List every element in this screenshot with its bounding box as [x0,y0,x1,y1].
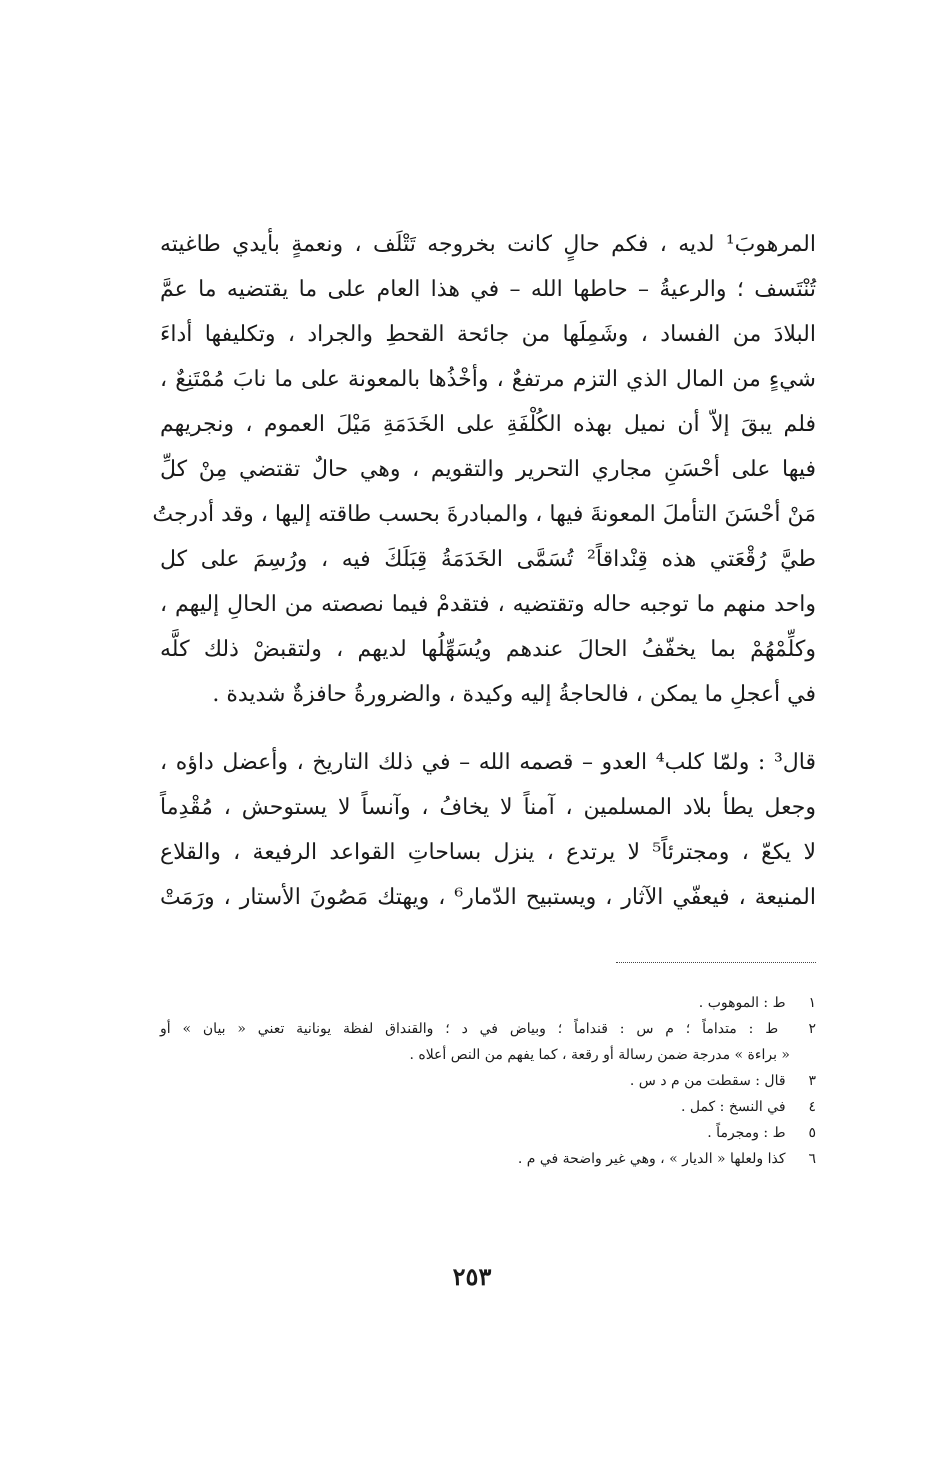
footnote-continuation [160,1042,816,1068]
text-line: المرهوبَ¹ لديه ، فكم حالٍ كانت بخروجه تَتْلَف ، ونعمةٍ بأيدي طاغيته [160,232,816,257]
page-number: ٢٥٣ [452,1262,492,1291]
text-line: المنيعة ، فيعفّي الآثار ، ويستبيح الدّمار⁶ ، ويهتك مَصُونَ الأستار ، ورَمَتْ [160,885,816,910]
footnote-item [160,990,816,1016]
footnote-item [160,1146,816,1172]
footnote-text: « براءة » مدرجة ضمن رسالة أو رقعة ، كما يفهم من النص أعلاه . [409,1047,790,1063]
text-line: واحد منهم ما توجبه حاله وتقتضيه ، فتقدمْ فيما نصصته من الحالِ إليهم ، [160,592,816,617]
text-line: فيها على أحْسَنِ مجاري التحرير والتقويم ، وهي حالٌ تقتضي مِنْ كلِّ [160,457,816,482]
footnote-text: ط : الموهوب . [698,995,786,1011]
footnote-number: ٣ [808,1073,816,1089]
footnote-number: ٥ [808,1125,816,1141]
text-line: لا يكعّ ، ومجترئاً⁵ لا يرتدع ، ينزل بساحاتِ القواعد الرفيعة ، والقلاع [160,840,816,865]
footnote-number: ١ [808,995,816,1011]
footnote-text: ط : متداماً ؛ م س : قنداماً ؛ وبياض في د ؛ والقنداق لفظة يونانية تعني « بيان » أو [160,1021,779,1037]
footnote-item [160,1120,816,1146]
footnote-separator [616,962,816,963]
footnote-item [160,1094,816,1120]
footnote-text: كذا ولعلها « الديار » ، وهي غير واضحة في م . [517,1151,786,1167]
footnote-text: قال : سقطت من م د س . [629,1073,786,1089]
text-line: مَنْ أحْسَنَ التأملَ المعونةَ فيها ، والمبادرةَ بحسب طاقته إليها ، وقد أدرجتُ [152,502,816,527]
footnote-text: ط : ومجرماً . [707,1125,786,1141]
main-text [152,222,817,920]
text-line: وكلِّمْهُمْ بما يخفّفُ الحالَ عندهم ويُسَهِّلُها لديهم ، ولتقبضْ ذلك كلَّه [160,637,816,662]
paragraph-gap [160,717,816,740]
text-line: شيءٍ من المال الذي التزم مرتفعٌ ، وأخْذُها بالمعونة على ما نابَ مُمْتَنِعٌ ، [160,367,816,392]
paragraph-2 [160,740,816,920]
footnote-text: في النسخ : كمل . [680,1099,786,1115]
text-line: تُنْتَسف ؛ والرعيةُ – حاطها الله – في هذا العام على ما يقتضيه ما عمَّ [160,277,816,302]
text-line: طيَّ رُقْعَتي هذه قِنْداقاً² تُسَمَّى الخَدَمَةُ قِبَلَكَ فيه ، ورُسِمَ على كل [160,547,816,572]
footnote-item [160,1016,816,1042]
text-line: قال³ : ولمّا كلب⁴ العدو – قصمه الله – في ذلك التاريخ ، وأعضل داؤه ، [160,750,817,775]
footnote-item [160,1068,816,1094]
text-line: فلم يبقَ إلاّ أن نميل بهذه الكُلْفَةِ على الخَدَمَةِ مَيْلَ العموم ، ونجريهم [160,412,816,437]
text-line: وجعل يطأ بلاد المسلمين ، آمناً لا يخافُ ، وآنساً لا يستوحش ، مُقْدِماً [160,795,816,820]
text-line: البلادَ من الفساد ، وشَمِلَها من جائحة القحطِ والجراد ، وتكليفها أداءَ [160,322,816,347]
footnote-number: ٦ [808,1151,816,1167]
text-line: في أعجلِ ما يمكن ، فالحاجةُ إليه وكيدة ، والضرورةُ حافزةٌ شديدة . [212,682,816,707]
paragraph-1 [152,222,816,717]
footnotes [160,990,816,1172]
footnote-number: ٤ [808,1099,816,1115]
footnote-number: ٢ [808,1021,816,1037]
